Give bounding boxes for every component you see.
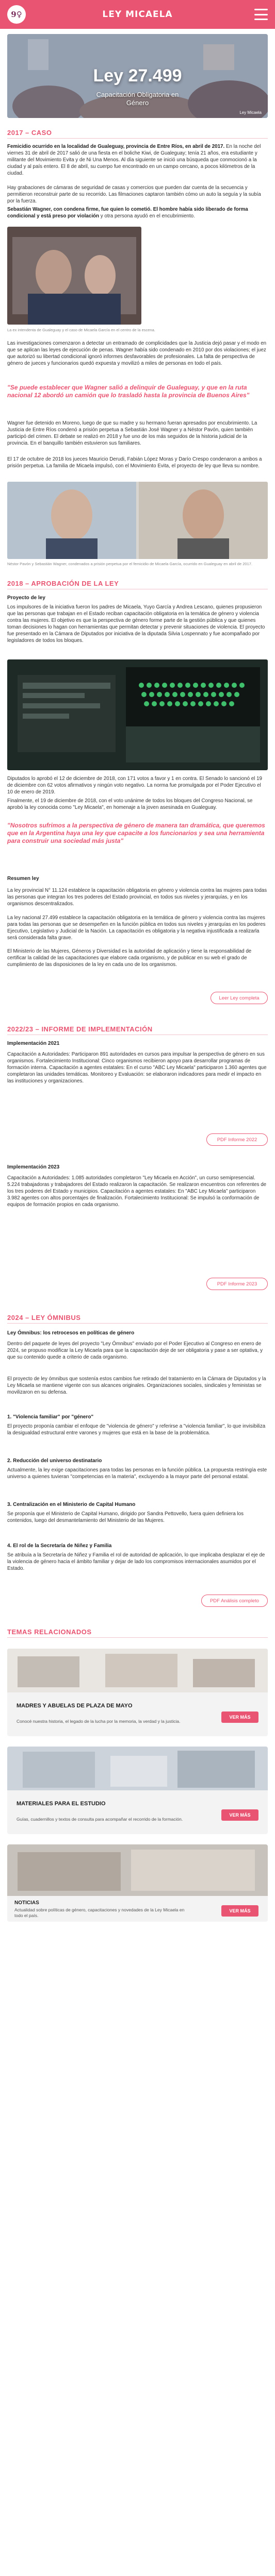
s2017-paragraph-2: Hay grabaciones de cámaras de seguridad de casas y comercios que pueden dar cuenta de la secuencia y permitieron reconstruir parte de su recorrido. Las filmaciones captaron también cómo un auto la seguía y la subía por la fuerza. [7, 185, 261, 204]
related-card-materiales[interactable] [7, 1747, 268, 1834]
divider [7, 1637, 268, 1638]
news-more-button[interactable]: VER MÁS [221, 1905, 258, 1917]
omnibus-item-4-title: 4. El rol de la Secretaría de Niñez y Familia [7, 1543, 112, 1549]
s2017-paragraph-5: Wagner fue detenido en Moreno, luego de que su madre y su hermano fueran apresados por encubrimiento. La Justicia de Entre Ríos condenó a prisión perpetua a Sebastián José Wagner y a Néstor Pavón, quien también participó del crimen. El debate se realizó en 2018 y fue uno de los más seguidos de la historia judicial de la provincia. En el banquillo también estuvieron sus familiares. [7, 420, 257, 446]
section-2017-heading: 2017 – CASO [7, 129, 52, 137]
related-card-title: MATERIALES PARA EL ESTUDIO [17, 1801, 106, 1807]
pdf-analysis-button[interactable]: PDF Análisis completo [201, 1595, 268, 1607]
section-impl-heading: 2022/23 – INFORME DE IMPLEMENTACIÓN [7, 1025, 153, 1033]
omnibus-item-1-text: El proyecto proponía cambiar el enfoque de "violencia de género" y referirse a "violencia familiar", lo que invisibiliza la desigualdad estructural entre varones y mujeres que está en la base de la problemática. [7, 1423, 266, 1436]
pdf-2023-button[interactable]: PDF Informe 2023 [206, 1278, 268, 1290]
omnibus-item-2-text: Actualmente, la ley exige capacitaciones para todas las personas en la función pública. La propuesta restringía este universo a quienes tuvieran "competencias en la materia", excluyendo a la mayor parte del personal estatal. [7, 1467, 267, 1480]
impl-2023-paragraph: Capacitación a Autoridades: 1.085 autoridades completaron "Ley Micaela en Acción", un curso semipresencial. 5.224 trabajadoras y trabajadores del Estado realizaron la capacitación. Se realizaron encuentros con referentes de los tres poderes del Estado y municipios. Capacitación a agentes estatales: En "ABC Ley Micaela" participaron 3.982 agentes con altos porcentajes de finalización. Fortalecimiento Institucional: Se impulsó la conformación de equipos de formación propios en cada organismo. [7, 1175, 267, 1208]
site-logo[interactable]: 9♀ [7, 5, 26, 24]
s2017-paragraph-6: El 17 de octubre de 2018 los jueces Mauricio Derudi, Fabián López Moras y Darío Crespo condenaron a ambos a prisión perpetua. La familia de Micaela impulsó, con el Movimiento Evita, el proyecto de ley que lleva su nombre. [7, 456, 262, 469]
impl-2023-heading: Implementación 2023 [7, 1164, 60, 1170]
s2017-paragraph-4: Las investigaciones comenzaron a detectar un entramado de complicidades que la Justicia dejó pasar y el modo en que se aplican las leyes de ejecución de penas. Wagner había sido condenado en 2010 por dos violaciones; el juez que autorizó su libertad condicional ignoró informes desfavorables de profesionales. La falta de perspectiva de género de jueces y funcionarios quedó expuesta y movilizó a miles de personas en todo el país. [7, 341, 267, 366]
related-card-more-button[interactable]: VER MÁS [221, 1711, 258, 1723]
s2017-photo-2 [7, 482, 268, 559]
news-text: Actualidad sobre políticas de género, capacitaciones y novedades de la Ley Micaela en todo el país. [14, 1907, 185, 1918]
s2017-paragraph-1: Femicidio ocurrido en la localidad de Gualeguay, provincia de Entre Ríos, en abril de 2017. En la noche del viernes 31 de abril de 2017 salió de una fiesta en el boliche Kiwi, de Gualeguay; tenía 21 años, era estudiante y militante del Movimiento Evita y de Ni Una Menos. Al día siguiente se inició una búsqueda que conmocionó a la ciudad y al país entero. El 8 de abril, su cuerpo fue encontrado en un campo cercano, a pocos kilómetros de la ciudad. [7, 144, 261, 176]
related-heading: TEMAS RELACIONADOS [7, 1628, 92, 1636]
omnibus-item-2-title: 2. Reducción del universo destinatario [7, 1458, 102, 1464]
hero-banner [7, 34, 268, 118]
related-card-more-button[interactable]: VER MÁS [221, 1809, 258, 1821]
hero-tag: Ley Micaela [239, 110, 262, 115]
related-card-madres[interactable] [7, 1649, 268, 1736]
s2017-photo-1 [7, 227, 141, 325]
s2017-quote: "Se puede establecer que Wagner salió a delinquir de Gualeguay, y que en la ruta nacional 12 abordó un camión que lo trasladó hasta la provincia de Buenos Aires" [7, 384, 250, 399]
related-card-text: Guías, cuadernillos y textos de consulta para acompañar el recorrido de la formación. [17, 1817, 183, 1822]
resumen-paragraph-1: La ley provincial N° 11.124 establece la capacitación obligatoria en género y violencia contra las mujeres para todas las personas que integran los tres poderes del Estado provincial, en todos sus niveles y jerarquías, y en los organismos descentralizados. [7, 888, 267, 907]
s2018-paragraph-3: Finalmente, el 19 de diciembre de 2018, con el voto unánime de todos los bloques del Congreso Nacional, se aprobó la ley conocida como "Ley Micaela", en homenaje a la joven asesinada en Gualeguay. [7, 798, 253, 810]
resumen-heading: Resumen ley [7, 876, 39, 882]
site-header [0, 0, 275, 29]
related-card-image [7, 1747, 268, 1790]
omnibus-item-3-title: 3. Centralización en el Ministerio de Capital Humano [7, 1502, 136, 1507]
s2017-caption-1: La ex intendenta de Gualeguay y el caso de Micaela García en el centro de la escena. [7, 328, 155, 332]
s2018-congress-photo [7, 659, 268, 770]
related-card-title: MADRES Y ABUELAS DE PLAZA DE MAYO [17, 1703, 133, 1709]
divider [7, 1323, 268, 1324]
omnibus-item-4-text: Se atribuía a la Secretaría de Niñez y Familia el rol de autoridad de aplicación, lo que implicaba desplazar el eje de la violencia de género hacia el ámbito familiar y dejar de lado los compromisos internacionales asumidos por el Estado. [7, 1552, 265, 1571]
hero-subtitle: Capacitación Obligatoria en Género [96, 91, 179, 107]
impl-2021-heading: Implementación 2021 [7, 1041, 60, 1046]
pdf-2022-button[interactable]: PDF Informe 2022 [206, 1133, 268, 1146]
s2017-paragraph-3: Sebastián Wagner, con condena firme, fue quien lo cometió. El hombre había sido liberado de forma condicional y está preso por violación y otra persona ayudó en el encubrimiento. [7, 207, 248, 219]
s2018-quote: "Nosotros sufrimos a la perspectiva de género de manera tan dramática, que queremos que en la Argentina haya una ley que capacite a los funcionarios y sea una herramienta para construir una sociedad más justa" [7, 822, 265, 844]
s2017-caption-2: Néstor Pavón y Sebastián Wagner, condenados a prisión perpetua por el femicidio de Micaela García, ocurrido en Gualeguay en abril de 2017. [7, 562, 253, 566]
news-image [7, 1844, 268, 1896]
omnibus-item-1-title: 1. "Violencia familiar" por "género" [7, 1414, 94, 1420]
section-omnibus-heading: 2024 – LEY ÓMNIBUS [7, 1314, 81, 1321]
hero-title: Ley 27.499 [93, 66, 182, 86]
omnibus-paragraph-2: El proyecto de ley ómnibus que sostenía estos cambios fue retirado del tratamiento en la Cámara de Diputados y la Ley Micaela se mantiene vigente con sus alcances originales. Organizaciones sociales, sindicales y feministas se movilizaron en su defensa. [7, 1376, 266, 1395]
related-news-card[interactable] [7, 1844, 268, 1922]
section-2018-heading: 2018 – APROBACIÓN DE LA LEY [7, 580, 119, 587]
s2018-paragraph-1: Los impulsores de la iniciativa fueron los padres de Micaela, Yuyo García y Andrea Lescano, quienes propusieron que las personas que trabajan en el Estado reciban capacitación obligatoria en la temática de género y violencia contra las mujeres. El objetivo es que la perspectiva de género forme parte de la gestión pública y que quienes toman decisiones lo hagan con herramientas que permitan detectar y prevenir situaciones de violencia. El proyecto fue presentado en la Cámara de Diputados por iniciativa de la diputada Silvia Lospennato y fue acompañado por legisladores de todos los bloques. [7, 604, 265, 643]
site-brand[interactable]: LEY MICAELA [102, 9, 173, 20]
omnibus-item-3-text: Se proponía que el Ministerio de Capital Humano, dirigido por Sandra Pettovello, fuera quien definiera los contenidos, luego del desmantelamiento del Ministerio de las Mujeres. [7, 1511, 244, 1523]
related-card-text: Conocé nuestra historia, el legado de la lucha por la memoria, la verdad y la justicia. [17, 1719, 181, 1724]
omnibus-subheading: Ley Ómnibus: los retrocesos en políticas de género [7, 1330, 135, 1336]
s2018-paragraph-2: Diputados lo aprobó el 12 de diciembre de 2018, con 171 votos a favor y 1 en contra. El Senado lo sancionó el 19 de diciembre con 62 votos afirmativos y ningún voto negativo. La norma fue promulgada por el Poder Ejecutivo el 10 de enero de 2019. [7, 776, 262, 795]
resumen-paragraph-2: La ley nacional 27.499 establece la capacitación obligatoria en la temática de género y violencia contra las mujeres para todas las personas que se desempeñen en la función pública en todos sus niveles y jerarquías en los poderes Ejecutivo, Legislativo y Judicial de la Nación. La capacitación es obligatoria y la negativa injustificada a realizarla será considerada falta grave. [7, 915, 266, 941]
read-law-button[interactable]: Leer Ley completa [211, 992, 268, 1004]
related-card-image [7, 1649, 268, 1692]
news-tag: NOTICIAS [14, 1900, 39, 1906]
resumen-paragraph-3: El Ministerio de las Mujeres, Géneros y Diversidad es la autoridad de aplicación y tiene la responsabilidad de certificar la calidad de las capacitaciones que elabore cada organismo, y de publicar en su web el grado de cumplimiento de las disposiciones de la ley en cada uno de los organismos. [7, 948, 252, 968]
omnibus-paragraph-1: Dentro del paquete de leyes del proyecto "Ley Ómnibus" enviado por el Poder Ejecutivo al Congreso en enero de 2024, se propuso modificar la Ley Micaela para que la capacitación deje de ser obligatoria y pase a ser optativa, y que su contenido quede a criterio de cada organismo. [7, 1341, 263, 1360]
hamburger-menu-icon[interactable] [254, 9, 268, 20]
impl-2021-paragraph: Capacitación a Autoridades: Participaron 891 autoridades en cursos para impulsar la perspectiva de género en sus organismos. Fortalecimiento Institucional: Cinco organismos recibieron apoyo para desarrollar programas de formación interna. Capacitación a agentes estatales: En el curso "ABC Ley Micaela" participaron 1.360 agentes que completaron las unidades temáticas. Monitoreo y Evaluación: se elaboraron indicadores para medir el impacto en las instituciones y organizaciones. [7, 1052, 267, 1084]
divider [7, 138, 268, 139]
s2018-subheading: Proyecto de ley [7, 595, 45, 601]
